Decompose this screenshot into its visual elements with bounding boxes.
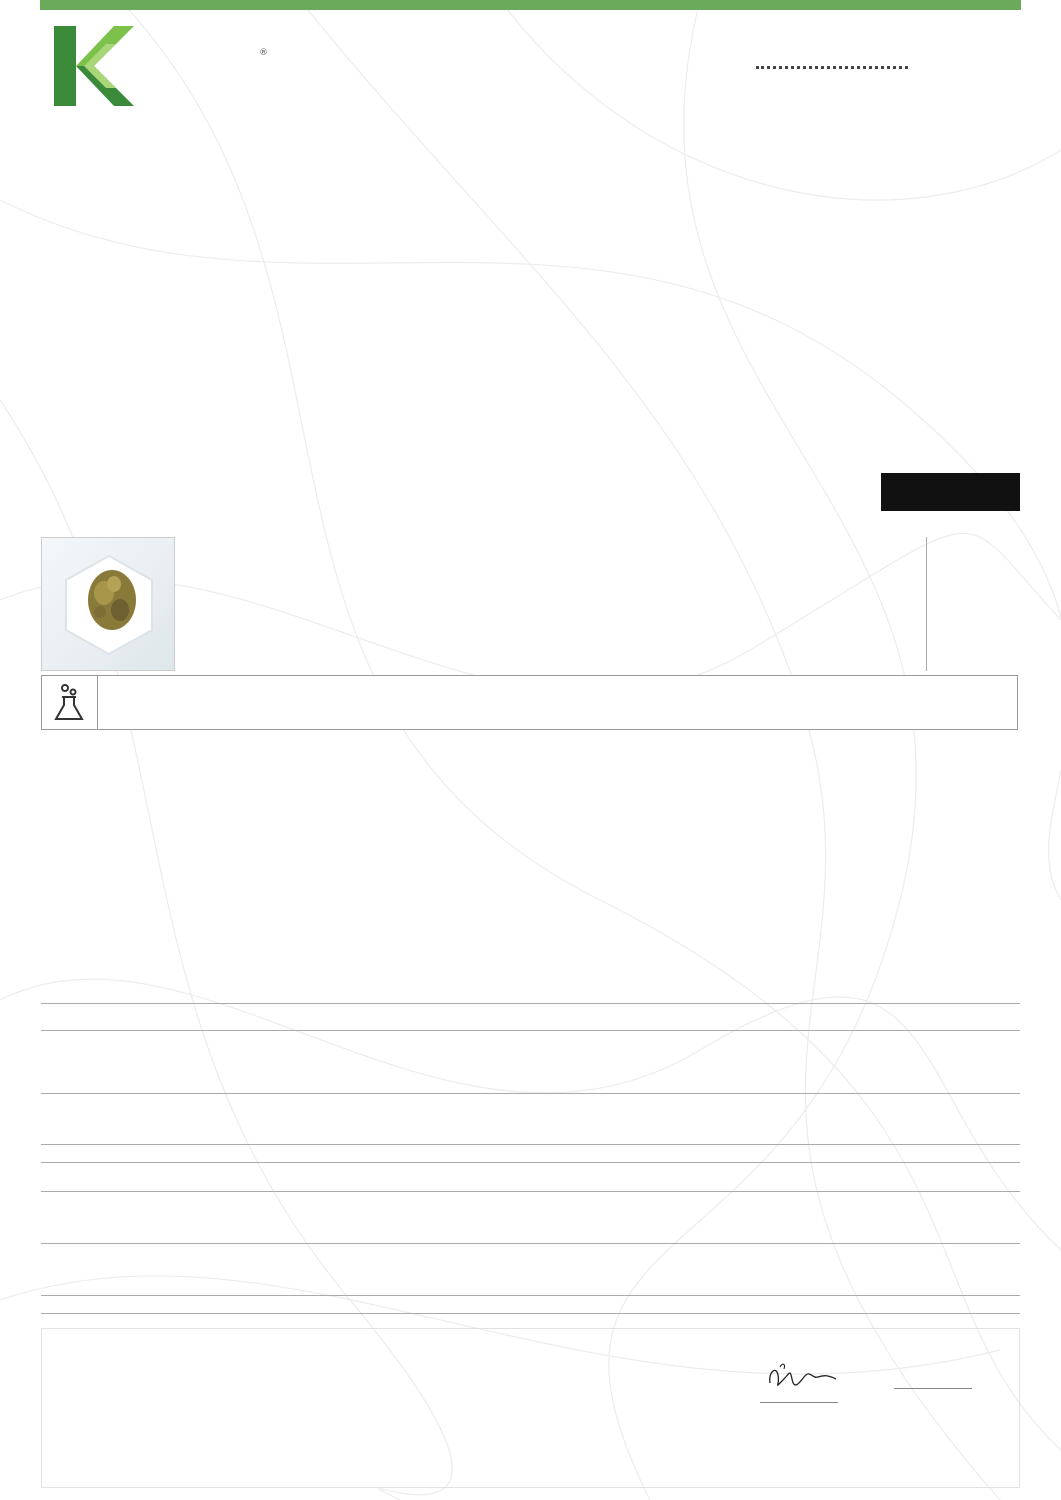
product-image[interactable] [41, 537, 175, 671]
registered-mark: ® [259, 48, 268, 58]
cannabinoid-header [41, 675, 1018, 730]
dotted-divider [756, 66, 908, 69]
qr-code-icon[interactable] [921, 34, 997, 110]
footer-box [41, 1328, 1020, 1488]
signed-on-line [894, 1388, 972, 1389]
divider [41, 1030, 1020, 1031]
divider [41, 1295, 1020, 1296]
divider [41, 1003, 1020, 1004]
divider [41, 1144, 1020, 1145]
divider [41, 1191, 1020, 1192]
product-photo [42, 538, 176, 672]
divider [41, 1162, 1020, 1163]
top-accent-bar [40, 0, 1021, 10]
divider [41, 1313, 1020, 1314]
signature-line [760, 1402, 838, 1403]
kaycha-logo-icon [54, 26, 134, 106]
page-indicator [881, 473, 1020, 511]
signature-image [762, 1355, 842, 1395]
divider [41, 1093, 1020, 1094]
flask-icon [54, 683, 84, 723]
header-divider [97, 676, 98, 729]
divider [41, 1243, 1020, 1244]
misc-divider [926, 537, 927, 671]
